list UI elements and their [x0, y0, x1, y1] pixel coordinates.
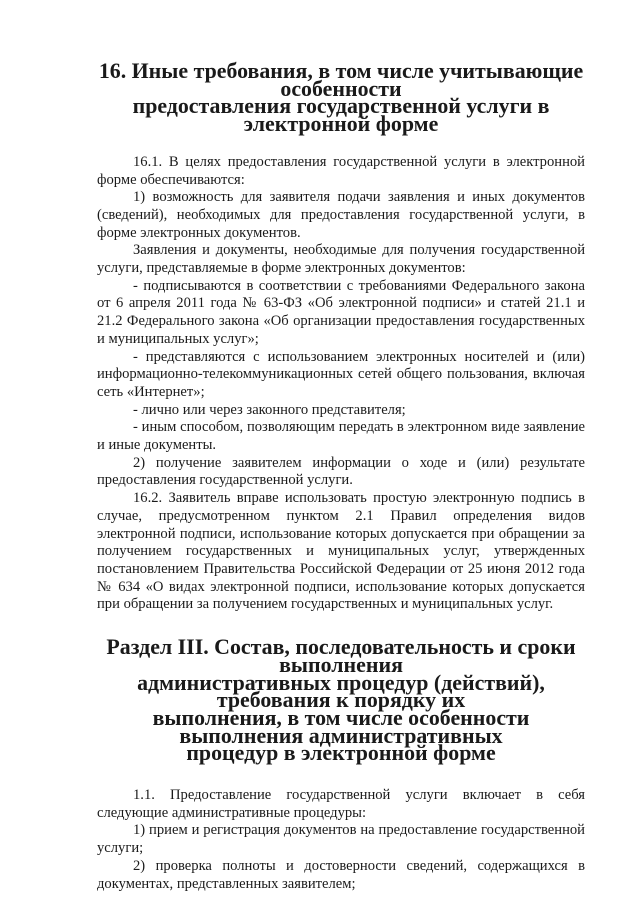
section-3-heading	[97, 634, 585, 766]
section-3-heading-line-3: выполнения, в том числе особенности выполнения административных	[152, 704, 530, 748]
paragraph-1-1-item-1: 1) прием и регистрация документов на предоставление государственной услуги;	[97, 822, 585, 857]
paragraph-signing: - подписываются в соответствии с требованиями Федерального закона от 6 апреля 2011 года № 63-ФЗ «Об электронной подписи» и статей 21.1 и 21.2 Федерального закона «Об организации предоставления государственных и муниципальных услуг»;	[97, 277, 585, 347]
paragraph-media: - представляются с использованием электронных носителей и (или) информационно-телекоммуникационных сетей общего пользования, включая сеть «Интернет»;	[97, 348, 585, 400]
paragraph-electronic-documents: Заявления и документы, необходимые для получения государственной услуги, представляемые в форме электронных документов:	[97, 242, 585, 277]
paragraph-in-person: - лично или через законного представителя;	[133, 401, 406, 418]
section-16-heading	[97, 58, 585, 137]
section-16-heading-line-2: предоставления государственной услуги в электронной форме	[132, 93, 550, 137]
section-3-heading-line-2: административных процедур (действий), требования к порядку их	[137, 669, 545, 713]
section-3-heading-line-1: Раздел III. Состав, последовательность и сроки выполнения	[106, 634, 576, 677]
paragraph-1-1: 1.1. Предоставление государственной услуги включает в себя следующие административные процедуры:	[97, 787, 585, 821]
paragraph-16-1: 16.1. В целях предоставления государственной услуги в электронной форме обеспечиваются:	[97, 153, 585, 188]
paragraph-16-1-item-2: 2) получение заявителем информации о ходе и (или) результате предоставления государственной услуги.	[97, 454, 585, 489]
paragraph-16-1-item-1: 1) возможность для заявителя подачи заявления и иных документов (сведений), необходимых для предоставления государственной услуги, в форме электронных документов.	[97, 189, 585, 241]
paragraph-1-1-item-2: 2) проверка полноты и достоверности сведений, содержащихся в документах, представленных заявителем;	[97, 857, 585, 892]
paragraph-16-2: 16.2. Заявитель вправе использовать простую электронную подпись в случае, предусмотренном пунктом 2.1 Правил определения видов электронной подписи, использование которых допускается при обращении за получением государственных и муниципальных услуг, утвержденных постановлением Правительства Российской Федерации от 25 июня 2012 года № 634 «О видах электронной подписи, использование которых допускается при обращении за получением государственных и муниципальных услуг.	[97, 490, 585, 613]
document-page	[97, 58, 585, 893]
section-3-heading-line-4: процедур в электронной форме	[186, 740, 496, 766]
paragraph-other-way: - иным способом, позволяющим передать в электронном виде заявление и иные документы.	[97, 419, 585, 454]
section-16-heading-line-1: 16. Иные требования, в том числе учитывающие особенности	[98, 58, 584, 101]
